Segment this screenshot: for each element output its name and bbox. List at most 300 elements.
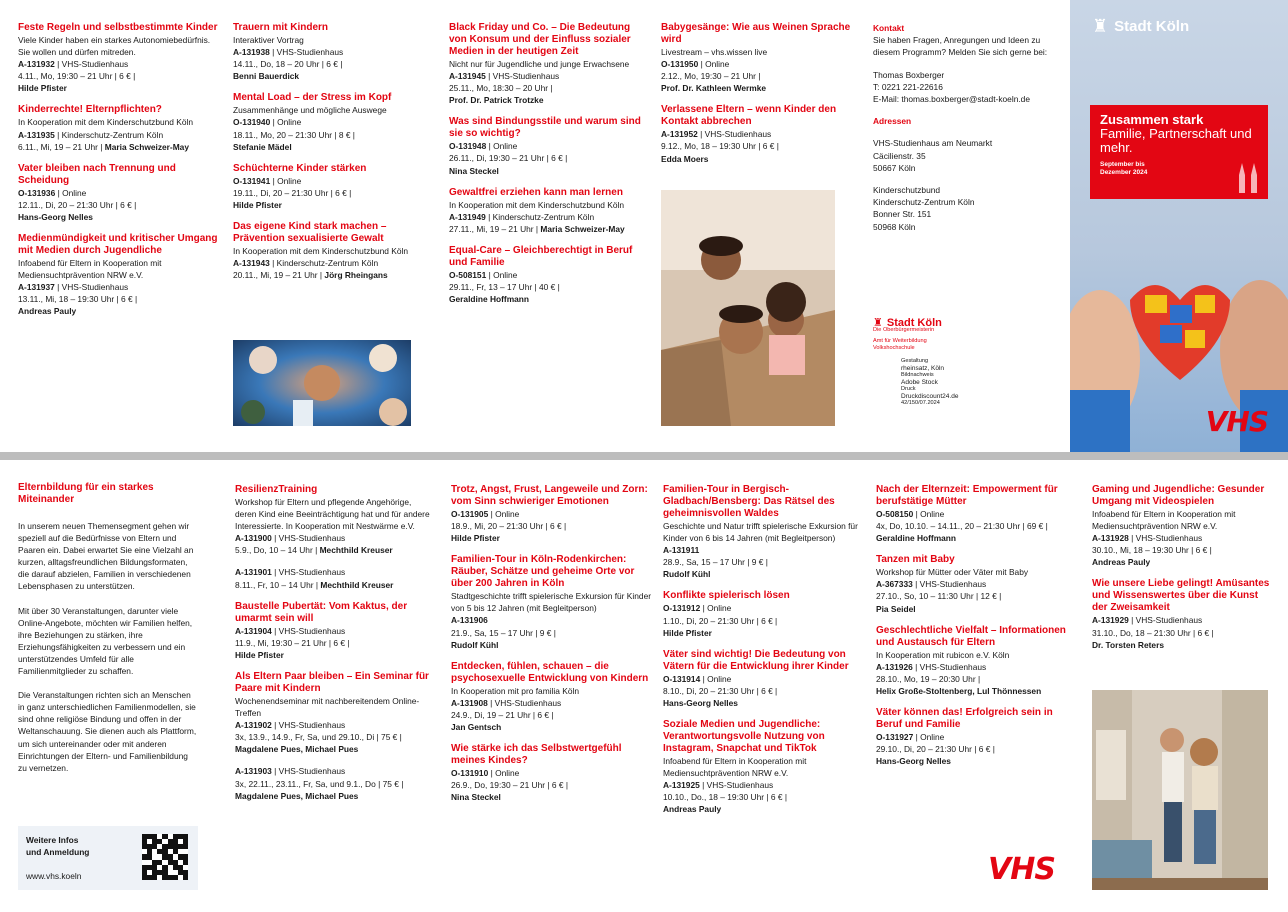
course-location: | Online xyxy=(913,509,945,519)
course-date-line xyxy=(876,520,1076,532)
course-date-line xyxy=(876,590,1076,602)
course-meta xyxy=(876,578,1076,590)
course-location: | Online xyxy=(270,117,302,128)
course-meta xyxy=(449,211,649,223)
course-meta xyxy=(235,765,435,777)
cover-panel xyxy=(1070,0,1288,452)
course-title: Wie unsere Liebe gelingt! Amüsantes und Wissenswertes über die Kunst der Zweisamkeit xyxy=(1092,578,1270,614)
course-title: Feste Regeln und selbstbestimmte Kinder xyxy=(18,22,218,33)
course-location: | VHS-Studienhaus xyxy=(54,282,129,293)
info-line-1: Weitere Infos xyxy=(26,835,79,845)
course-date: 10.10., Do., 18 – 19:30 Uhr | 6 € | xyxy=(663,792,788,803)
credits-design-label: Gestaltung xyxy=(901,358,929,364)
credits-print-value: Druckdiscount24.de xyxy=(901,393,959,400)
course-date-line xyxy=(235,579,435,591)
course-date: 8.10., Di, 20 – 21:30 Uhr | 6 € | xyxy=(663,685,778,696)
course-entry xyxy=(663,719,863,815)
course-location: | Online xyxy=(270,175,302,186)
course-location: | Online xyxy=(913,732,945,743)
course-code: A-131938 xyxy=(233,47,270,58)
course-title: Trotz, Angst, Frust, Langeweile und Zorn: vom Sinn schwieriger Emotionen xyxy=(451,484,648,507)
contact-heading: Kontakt xyxy=(873,23,905,33)
course-meta xyxy=(1092,614,1272,626)
info-box xyxy=(18,826,198,890)
course-title: Equal-Care – Gleichberechtigt in Beruf und Familie xyxy=(449,244,633,268)
course-entry xyxy=(876,707,1076,767)
course-entry xyxy=(233,163,433,211)
course-entry xyxy=(233,22,433,82)
course-title: Väter können das! Erfolgreich sein in Beruf und Familie xyxy=(876,707,1053,731)
course-date: 30.10., Mi, 18 – 19:30 Uhr | 6 € | xyxy=(1092,545,1212,556)
course-location: | VHS-Studienhaus xyxy=(269,47,344,58)
photo-couple-dancing xyxy=(1092,690,1268,890)
course-date-line xyxy=(449,281,649,293)
course-entry xyxy=(18,233,218,317)
course-code: O-131927 xyxy=(876,732,914,743)
course-date: 28.10., Mo, 19 – 20:30 Uhr | xyxy=(876,673,981,684)
course-instructor: Nina Steckel xyxy=(449,165,499,176)
course-date-line xyxy=(235,731,435,743)
course-meta xyxy=(235,625,435,637)
back-vhs-logo: VHS xyxy=(988,852,1055,887)
course-location: | VHS-Studienhaus xyxy=(1128,533,1203,544)
course-meta xyxy=(451,767,651,779)
column-3 xyxy=(449,22,649,315)
intro-section xyxy=(18,482,198,786)
course-title: Das eigene Kind stark machen – Prävention sexualisierte Gewalt xyxy=(233,221,387,245)
course-description: In Kooperation mit pro familia Köln xyxy=(451,685,580,696)
course-date-line xyxy=(233,58,433,70)
course-description: In Kooperation mit dem Kinderschutzbund Köln xyxy=(18,117,194,128)
course-date-line xyxy=(1092,544,1272,556)
course-date-line xyxy=(235,778,435,790)
course-meta xyxy=(661,128,861,140)
course-location: | Online xyxy=(486,269,518,280)
course-date-line xyxy=(663,556,863,568)
column-4 xyxy=(661,22,861,175)
course-title: Wie stärke ich das Selbstwertgefühl meines Kindes? xyxy=(451,743,622,767)
course-description: In Kooperation mit rubicon e.V. Köln xyxy=(876,649,1010,660)
intro-title: Elternbildung für ein starkes Miteinander xyxy=(18,482,154,505)
course-code: O-131910 xyxy=(451,768,489,779)
course-date-line xyxy=(663,615,863,627)
course-location: | VHS-Studienhaus xyxy=(485,71,560,82)
course-entry xyxy=(235,566,435,590)
fold-divider xyxy=(0,452,1288,460)
course-date-line xyxy=(18,141,218,153)
course-date-line xyxy=(233,129,433,141)
course-date: 4.11., Mo, 19:30 – 21 Uhr | 6 € | xyxy=(18,71,136,82)
course-location: | VHS-Studienhaus xyxy=(271,625,346,636)
course-location: | Kinderschutz-Zentrum Köln xyxy=(54,129,164,140)
course-description: Nicht nur für Jugendliche und junge Erwachsene xyxy=(449,59,630,69)
cover-vhs-logo: VHS xyxy=(1205,405,1268,438)
contact-section xyxy=(873,22,1063,243)
course-date: 20.11., Mi, 19 – 21 Uhr | xyxy=(233,270,323,281)
course-instructor: Hilde Pfister xyxy=(235,649,284,660)
course-instructor: Hans-Georg Nelles xyxy=(18,211,93,222)
course-meta xyxy=(18,129,218,141)
course-location: | VHS-Studienhaus xyxy=(1128,615,1203,626)
course-location: | Online xyxy=(700,673,732,684)
course-title: ResilienzTraining xyxy=(235,484,318,495)
course-date: 27.11., Mi, 19 – 21 Uhr | xyxy=(449,223,539,234)
credits-sub-2: Amt für Weiterbildung xyxy=(873,338,927,344)
course-date-line xyxy=(661,70,861,82)
course-instructor: Helix Große-Stoltenberg, Lul Thönnessen xyxy=(876,685,1042,696)
course-location: | VHS-Studienhaus xyxy=(271,766,346,777)
course-entry xyxy=(663,484,863,580)
course-instructor: Hilde Pfister xyxy=(451,533,500,544)
course-code: A-131903 xyxy=(235,766,272,777)
course-location: | Kinderschutz-Zentrum Köln xyxy=(485,211,595,222)
course-meta xyxy=(449,269,649,281)
course-title: Familien-Tour in Bergisch-Gladbach/Bensberg: Das Rätsel des geheimnisvollen Waldes xyxy=(663,484,835,519)
address-1-line-1: VHS-Studienhaus am Neumarkt xyxy=(873,138,993,149)
course-instructor: Benni Bauerdick xyxy=(233,71,300,82)
course-date: 31.10., Do, 18 – 21:30 Uhr | 6 € | xyxy=(1092,627,1214,638)
course-entry xyxy=(451,661,651,733)
course-location: | Online xyxy=(55,187,87,198)
credits-print-code: 42/150/07.2024 xyxy=(901,400,940,406)
course-entry xyxy=(233,92,433,152)
course-meta xyxy=(233,175,433,187)
course-location: | VHS-Studienhaus xyxy=(699,780,774,791)
course-entry xyxy=(1092,484,1272,568)
course-date: 12.11., Di, 20 – 21:30 Uhr | 6 € | xyxy=(18,199,137,210)
course-code: A-131949 xyxy=(449,211,486,222)
course-date: 28.9., Sa, 15 – 17 Uhr | 9 € | xyxy=(663,557,768,568)
course-instructor: Rudolf Kühl xyxy=(451,639,499,650)
course-date: 13.11., Mi, 18 – 19:30 Uhr | 6 € | xyxy=(18,294,138,305)
course-instructor: Magdalene Pues, Michael Pues xyxy=(235,790,359,801)
credits-sub-3: Volkshochschule xyxy=(873,345,915,351)
course-meta xyxy=(451,697,651,709)
course-instructor: Prof. Dr. Kathleen Wermke xyxy=(661,83,767,94)
course-location: | Online xyxy=(698,59,730,70)
cologne-crest-icon: ♜ xyxy=(1092,16,1109,36)
course-code: A-131932 xyxy=(18,59,55,70)
course-date-line xyxy=(18,70,218,82)
course-code: O-131940 xyxy=(233,117,271,128)
course-title: Väter sind wichtig! Die Bedeutung von Vätern für die Entwicklung ihrer Kinder xyxy=(663,648,849,672)
addresses-heading: Adressen xyxy=(873,116,912,127)
course-date: 6.11., Mi, 19 – 21 Uhr | xyxy=(18,141,103,152)
cathedral-icon xyxy=(1238,163,1260,193)
course-date: 18.9., Mi, 20 – 21:30 Uhr | 6 € | xyxy=(451,521,567,532)
address-2-line-3: Bonner Str. 151 xyxy=(873,209,932,220)
address-1-line-2: Cäcilienstr. 35 xyxy=(873,150,926,161)
course-instructor: Jörg Rheingans xyxy=(324,270,388,281)
course-code: A-131908 xyxy=(451,697,488,708)
course-date: 14.11., Do, 18 – 20 Uhr | 6 € | xyxy=(233,59,343,70)
course-title: Gewaltfrei erziehen kann man lernen xyxy=(449,186,623,198)
course-meta xyxy=(449,70,649,82)
course-description: Infoabend für Eltern in Kooperation mit Mediensuchtprävention NRW e.V. xyxy=(1092,509,1236,532)
course-instructor: Rudolf Kühl xyxy=(663,569,711,580)
course-entry xyxy=(451,554,651,650)
course-location: | VHS-Studienhaus xyxy=(912,579,987,590)
course-description: In Kooperation mit dem Kinderschutzbund Köln xyxy=(449,199,625,210)
course-entry xyxy=(449,22,649,106)
address-2-line-2: Kinderschutz-Zentrum Köln xyxy=(873,197,975,208)
credits-print-label: Druck xyxy=(901,386,916,392)
qr-code[interactable] xyxy=(142,834,188,880)
course-date-line xyxy=(451,709,651,721)
course-title: Verlassene Eltern – wenn Kinder den Kontakt abbrechen xyxy=(661,104,837,128)
course-code: A-131943 xyxy=(233,258,270,269)
course-instructor: Andreas Pauly xyxy=(1092,557,1151,568)
course-title: Konflikte spielerisch lösen xyxy=(663,590,790,602)
course-date-line xyxy=(449,82,649,94)
course-code: A-131911 xyxy=(663,545,700,556)
cover-stadt-koeln-logo xyxy=(1092,16,1189,37)
course-meta xyxy=(233,116,433,128)
course-code: A-131952 xyxy=(661,129,698,140)
credits-sub-1: Die Oberbürgermeisterin xyxy=(873,327,935,333)
course-instructor: Dr. Torsten Reters xyxy=(1092,639,1164,650)
course-date: 21.9., Sa, 15 – 17 Uhr | 9 € | xyxy=(451,627,556,638)
course-meta xyxy=(1092,532,1272,544)
intro-paragraph-1: In unserem neuen Themensegment gehen wir speziell auf die Bedürfnisse von Eltern und Paaren ein. Dabei erwartet Sie eine Vielzahl an kurzen, alltagsfreundlichen Bildungsformaten, die darauf abzielen, Familien in verschiedenen Lebensphasen zu unterstützen. xyxy=(18,521,194,592)
course-code: O-131914 xyxy=(663,673,701,684)
course-meta xyxy=(876,508,1076,520)
course-instructor: Maria Schweizer-May xyxy=(540,223,625,234)
course-date: 5.9., Do, 10 – 14 Uhr | xyxy=(235,545,318,556)
course-entry xyxy=(18,163,218,223)
course-date: 29.10., Di, 20 – 21:30 Uhr | 6 € | xyxy=(876,744,995,755)
course-title: Vater bleiben nach Trennung und Scheidung xyxy=(18,162,176,186)
course-date-line xyxy=(876,673,1076,685)
course-title: Soziale Medien und Jugendliche: Verantwortungsvolle Nutzung von Instagram, Snapchat und TikTok xyxy=(663,719,825,755)
course-location: | VHS-Studienhaus xyxy=(271,567,346,578)
course-entry xyxy=(663,590,863,638)
course-entry xyxy=(661,104,861,164)
course-code: O-131936 xyxy=(18,187,56,198)
course-meta xyxy=(18,58,218,70)
course-code: O-131912 xyxy=(663,603,701,614)
course-entry xyxy=(451,484,651,544)
course-title: Medienmündigkeit und kritischer Umgang mit Medien durch Jugendliche xyxy=(18,233,218,257)
course-entry xyxy=(449,245,649,305)
column-1 xyxy=(18,22,218,328)
course-date: 8.11., Fr, 10 – 14 Uhr | xyxy=(235,579,319,590)
contact-phone: T: 0221 221-22616 xyxy=(873,81,943,92)
course-description: Workshop für Mütter oder Väter mit Baby xyxy=(876,567,1029,578)
course-instructor: Hans-Georg Nelles xyxy=(663,697,738,708)
course-title: Trauern mit Kindern xyxy=(233,22,329,33)
course-date: 29.11., Fr, 13 – 17 Uhr | 40 € | xyxy=(449,282,560,293)
cover-dates-1: September bis xyxy=(1100,161,1145,168)
course-meta xyxy=(661,58,861,70)
address-2-line-4: 50968 Köln xyxy=(873,221,916,232)
course-date: 4x, Do, 10.10. – 14.11., 20 – 21:30 Uhr | 69 € | xyxy=(876,521,1048,532)
course-meta xyxy=(233,257,433,269)
course-entry xyxy=(235,484,435,556)
course-title: Gaming und Jugendliche: Gesunder Umgang mit Videospielen xyxy=(1092,484,1265,507)
course-entry xyxy=(18,104,218,152)
course-title: Nach der Elternzeit: Empowerment für berufstätige Mütter xyxy=(876,484,1058,507)
course-entry xyxy=(449,187,649,235)
course-instructor: Maria Schweizer-May xyxy=(104,141,189,152)
course-title: Entdecken, fühlen, schauen – die psychosexuelle Entwicklung von Kindern xyxy=(451,660,649,684)
course-entry xyxy=(235,671,435,755)
course-date-line xyxy=(18,199,218,211)
course-title: Black Friday und Co. – Die Bedeutung von Konsum und der Einfluss sozialer Medien in der heutigen Zeit xyxy=(449,22,631,57)
course-instructor: Mechthild Kreuser xyxy=(319,545,393,556)
course-code: A-131904 xyxy=(235,625,272,636)
address-2-line-1: Kinderschutzbund xyxy=(873,185,941,196)
course-date: 19.11., Di, 20 – 21:30 Uhr | 6 € | xyxy=(233,187,352,198)
course-description: Livestream – vhs.wissen live xyxy=(661,47,768,57)
course-date-line xyxy=(663,685,863,697)
course-entry xyxy=(1092,578,1272,650)
course-location: | VHS-Studienhaus xyxy=(697,129,772,140)
photo-family-in-box xyxy=(661,190,835,426)
intro-paragraph-2: Mit über 30 Veranstaltungen, darunter viele Online-Angebote, möchten wir Familien helfen, ihre Beziehungen zu stärken, ihre Erziehungsfähigkeiten zu verbessern und ein unterstützendes Umfeld für alle Familienmitglieder zu schaffen. xyxy=(18,605,193,677)
credits-logo-text: Stadt Köln xyxy=(886,317,942,329)
course-meta xyxy=(663,673,863,685)
course-date-line xyxy=(235,637,435,649)
course-description: Wochenendseminar mit nachbereitendem Online-Treffen xyxy=(235,695,420,719)
course-meta xyxy=(18,281,218,293)
course-date-line xyxy=(663,791,863,803)
course-date: 27.10., So, 10 – 11:30 Uhr | 12 € | xyxy=(876,591,1002,602)
course-code: A-131937 xyxy=(18,282,55,293)
website-link[interactable]: www.vhs.koeln xyxy=(26,871,82,881)
column-8 xyxy=(663,484,863,826)
course-meta xyxy=(663,544,863,556)
course-location: | Online xyxy=(486,141,518,152)
course-instructor: Hans-Georg Nelles xyxy=(876,756,951,767)
course-title: Als Eltern Paar bleiben – Ein Seminar für Paare mit Kindern xyxy=(235,670,429,694)
course-date: 9.12., Mo, 18 – 19:30 Uhr | 6 € | xyxy=(661,141,779,152)
course-entry xyxy=(449,116,649,176)
course-entry xyxy=(876,625,1076,697)
intro-paragraph-3: Die Veranstaltungen richten sich an Menschen in ganz unterschiedlichen Familienmodellen, sie sind ohne religiöse Bindung und offen in der Weltanschauung. Sie dienen auch als Plattform, um sich untereinander oder mit anderen Einrichtungen der Eltern- und Familienbildung zu vernetzen. xyxy=(18,690,197,773)
course-title: Schüchterne Kinder stärken xyxy=(233,162,367,174)
cover-dates-2: Dezember 2024 xyxy=(1100,169,1148,176)
course-description: Interaktiver Vortrag xyxy=(233,35,304,45)
contact-email[interactable]: E-Mail: thomas.boxberger@stadt-koeln.de xyxy=(873,94,1030,105)
course-instructor: Hilde Pfister xyxy=(663,627,712,638)
course-code: A-131925 xyxy=(663,780,700,791)
course-date-line xyxy=(661,140,861,152)
course-code: A-131945 xyxy=(449,71,486,82)
stadt-koeln-logo xyxy=(873,317,1063,329)
course-code: A-131935 xyxy=(18,129,55,140)
course-entry xyxy=(235,765,435,801)
course-date-line xyxy=(451,779,651,791)
course-date-line xyxy=(233,187,433,199)
course-code: A-131900 xyxy=(235,533,272,544)
course-title: Babygesänge: Wie aus Weinen Sprache wird xyxy=(661,22,851,45)
course-instructor: Geraldine Hoffmann xyxy=(876,533,957,544)
course-location: | Kinderschutz-Zentrum Köln xyxy=(269,258,379,269)
contact-name: Thomas Boxberger xyxy=(873,69,945,80)
credits-photo-label: Bildnachweis xyxy=(901,372,934,378)
course-location: | VHS-Studienhaus xyxy=(54,59,129,70)
column-6 xyxy=(235,484,435,812)
course-code: O-131941 xyxy=(233,175,271,186)
course-code: A-131901 xyxy=(235,567,272,578)
course-code: O-131905 xyxy=(451,509,489,519)
course-meta xyxy=(235,532,435,544)
course-code: A-131929 xyxy=(1092,615,1129,626)
course-meta xyxy=(876,661,1076,673)
course-date: 26.11., Di, 19:30 – 21 Uhr | 6 € | xyxy=(449,153,568,164)
course-instructor: Magdalene Pues, Michael Pues xyxy=(235,744,359,755)
cover-title-rest: Familie, Partnerschaft und mehr. xyxy=(1100,126,1252,155)
course-date-line xyxy=(876,743,1076,755)
course-instructor: Mechthild Kreuser xyxy=(320,579,394,590)
course-title: Mental Load – der Stress im Kopf xyxy=(233,92,392,104)
column-2 xyxy=(233,22,433,291)
course-date-line xyxy=(235,544,435,556)
course-code: A-131928 xyxy=(1092,533,1129,544)
course-instructor: Jan Gentsch xyxy=(451,722,502,733)
address-1-line-3: 50667 Köln xyxy=(873,162,916,173)
course-instructor: Geraldine Hoffmann xyxy=(449,294,530,305)
course-meta xyxy=(663,602,863,614)
course-code: O-131950 xyxy=(661,59,699,70)
course-instructor: Hilde Pfister xyxy=(18,83,67,94)
course-instructor: Stefanie Mädel xyxy=(233,141,292,152)
contact-intro: Sie haben Fragen, Anregungen und Ideen zu diesem Programm? Melden Sie sich gerne bei: xyxy=(873,35,1048,58)
course-entry xyxy=(451,743,651,803)
course-title: Tanzen mit Baby xyxy=(876,554,955,566)
course-title: Geschlechtliche Vielfalt – Informationen und Austausch für Eltern xyxy=(876,624,1066,648)
course-date: 25.11., Mo, 18:30 – 20 Uhr | xyxy=(449,83,553,94)
course-instructor: Pia Seidel xyxy=(876,603,916,614)
qr-module xyxy=(183,875,188,880)
course-location: | Online xyxy=(488,509,520,519)
credits-block xyxy=(873,317,1063,407)
course-description: Infoabend für Eltern in Kooperation mit Mediensuchtprävention NRW e.V. xyxy=(663,756,807,779)
course-date: 18.11., Mo, 20 – 21:30 Uhr | 8 € | xyxy=(233,129,355,140)
course-location: | VHS-Studienhaus xyxy=(271,720,346,731)
course-date: 26.9., Do, 19:30 – 21 Uhr | 6 € | xyxy=(451,780,569,791)
course-date-line xyxy=(1092,627,1272,639)
course-title: Was sind Bindungsstile und warum sind sie so wichtig? xyxy=(449,116,641,140)
course-title: Kinderrechte! Elternpflichten? xyxy=(18,104,162,116)
course-date-line xyxy=(449,223,649,235)
course-instructor: Edda Moers xyxy=(661,153,709,164)
course-code: A-131902 xyxy=(235,720,272,731)
course-description: Infoabend für Eltern in Kooperation mit Mediensuchtprävention NRW e.V. xyxy=(18,258,162,281)
course-meta xyxy=(235,566,435,578)
course-date-line xyxy=(449,152,649,164)
course-location: | Online xyxy=(700,603,732,614)
course-description: Zusammenhänge und mögliche Auswege xyxy=(233,105,387,116)
course-description: Geschichte und Natur trifft spielerische Exkursion für Kinder von 6 bis 14 Jahren (mit Begleitperson) xyxy=(663,521,858,544)
course-instructor: Andreas Pauly xyxy=(663,804,722,815)
course-description: Viele Kinder haben ein starkes Autonomiebedürfnis. Sie wollen und dürfen mitreden. xyxy=(18,35,211,58)
course-instructor: Hilde Pfister xyxy=(233,199,282,210)
course-description: Workshop für Eltern und pflegende Angehörige, deren Kind eine Beeinträchtigung hat und für andere Interessierte. In Kooperation mit Nestwärme e.V. xyxy=(235,497,430,532)
course-meta xyxy=(233,46,433,58)
course-date-line xyxy=(233,269,433,281)
course-meta xyxy=(451,508,651,520)
course-entry xyxy=(18,22,218,94)
course-code: A-131906 xyxy=(451,615,488,626)
course-location: | VHS-Studienhaus xyxy=(271,533,346,544)
course-date: 1.10., Di, 20 – 21:30 Uhr | 6 € | xyxy=(663,615,778,626)
course-meta xyxy=(451,614,651,626)
course-date-line xyxy=(451,520,651,532)
column-7 xyxy=(451,484,651,813)
course-date: 11.9., Mi, 19:30 – 21 Uhr | 6 € | xyxy=(235,637,350,648)
